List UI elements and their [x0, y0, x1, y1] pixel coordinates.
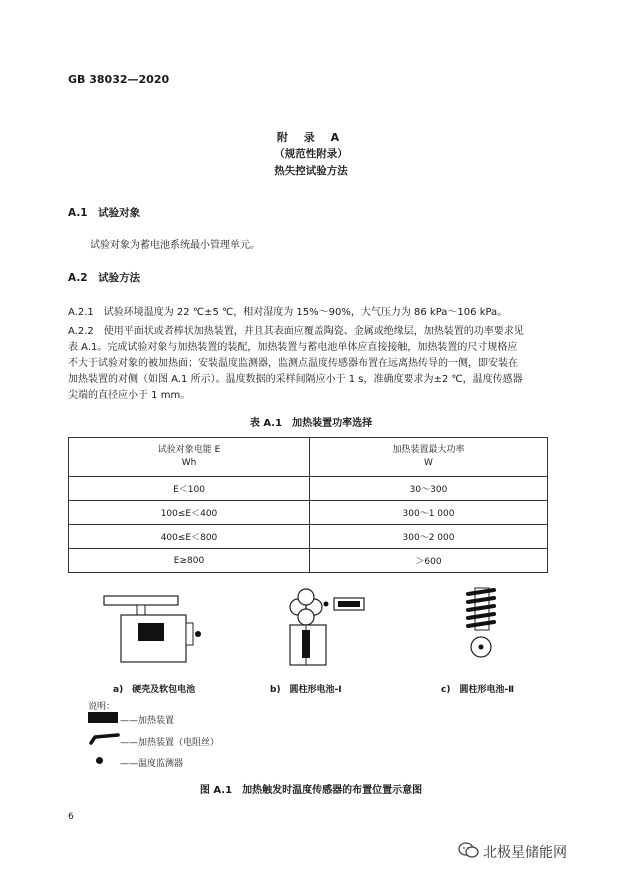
subcaption-a: a) 硬壳及软包电池 [113, 685, 196, 695]
watermark-text: 北极星储能网 [483, 845, 567, 861]
power-table [68, 437, 548, 573]
table-cell-energy: E≥800 [69, 549, 310, 573]
table-cell-energy: 100≤E＜400 [69, 501, 310, 525]
table-cell-power: 300～2 000 [310, 525, 548, 549]
clause-a22-line: 尖端的直径应小于 1 mm。 [68, 390, 191, 401]
table-caption: 表 A.1 加热装置功率选择 [249, 418, 373, 429]
legend-sensor-label: ——温度监测器 [120, 759, 184, 769]
cylinder-top [298, 609, 314, 625]
subcaption-b: b) 圆柱形电池-Ⅰ [270, 685, 342, 695]
side-plate [186, 623, 193, 645]
table-cell-power: 30～300 [310, 477, 548, 501]
section-a1-heading: A.1 试验对象 [68, 207, 141, 219]
legend-title: 说明： [88, 702, 116, 712]
table-header-cell [69, 438, 310, 477]
diagram-cylindrical-cell-2 [468, 588, 494, 657]
temperature-sensor-dot [324, 602, 329, 607]
col2-unit: W [424, 458, 433, 468]
legend-heater-swatch [88, 712, 118, 723]
annex-name: 热失控试验方法 [274, 165, 348, 177]
table-header-cell [310, 438, 548, 477]
temperature-sensor-dot [479, 645, 484, 650]
clause-a22-line: 不大于试验对象的被加热面；安装温度监测器，监测点温度传感器布置在远离热传导的一侧，即安装在 [68, 358, 518, 369]
legend-sensor-swatch [96, 757, 103, 764]
heater-bar [302, 630, 310, 658]
clause-a22-line: A.2.2 使用平面状或者棒状加热装置，并且其表面应覆盖陶瓷、金属或绝缘层，加热装置的功率要求见 [68, 326, 524, 337]
heater-block [338, 601, 360, 607]
annex-subtitle: （规范性附录） [274, 148, 348, 160]
table-cell-energy: 400≤E＜800 [69, 525, 310, 549]
clause-a21-line: A.2.1 试验环境温度为 22 ℃±5 ℃，相对湿度为 15%～90%，大气压力为 86 kPa～106 kPa。 [68, 307, 508, 318]
diagram-prismatic-cell [104, 596, 201, 662]
col2-header: 加热装置最大功率 [392, 445, 465, 455]
table-cell-power: ＞600 [310, 549, 548, 573]
table-row [69, 501, 548, 525]
tab-terminal [137, 605, 145, 615]
section-a1-text: 试验对象为蓄电池系统最小管理单元。 [90, 240, 260, 251]
figure-caption: 图 A.1 加热触发时温度传感器的布置位置示意图 [199, 785, 423, 796]
page-number: 6 [68, 812, 74, 822]
table-row [69, 525, 548, 549]
cylinder-top [298, 589, 314, 605]
annex-title: 附 录 A [276, 131, 346, 144]
col1-unit: Wh [181, 458, 197, 468]
clause-a22-line: 表 A.1。完成试验对象与加热装置的装配，加热装置与蓄电池单体应直接接触，加热装置的尺寸规格应 [68, 342, 518, 353]
table-row [69, 549, 548, 573]
section-a2-heading: A.2 试验方法 [68, 272, 141, 284]
table-row [69, 477, 548, 501]
top-plate [104, 596, 178, 605]
legend-wire-label: ——加热装置（电阻丝） [120, 738, 220, 748]
table-header-row [69, 438, 548, 477]
legend-wire-swatch [88, 732, 120, 746]
table-cell-energy: E＜100 [69, 477, 310, 501]
figure-diagrams [0, 580, 622, 690]
legend-heater-label: ——加热装置 [120, 716, 175, 726]
heater-block [138, 623, 164, 641]
standard-number: GB 38032—2020 [68, 73, 170, 86]
clause-a22-line: 加热装置的对侧（如图 A.1 所示）。温度数据的采样间隔应小于 1 s，准确度要求为±2 ℃，温度传感器 [68, 374, 523, 385]
table-cell-power: 300～1 000 [310, 501, 548, 525]
col1-header: 试验对象电能 E [157, 445, 221, 455]
diagram-cylindrical-cell-1 [290, 589, 364, 665]
subcaption-c: c) 圆柱形电池-Ⅱ [441, 685, 515, 695]
temperature-sensor-dot [195, 631, 201, 637]
wechat-logo-icon [458, 841, 480, 859]
